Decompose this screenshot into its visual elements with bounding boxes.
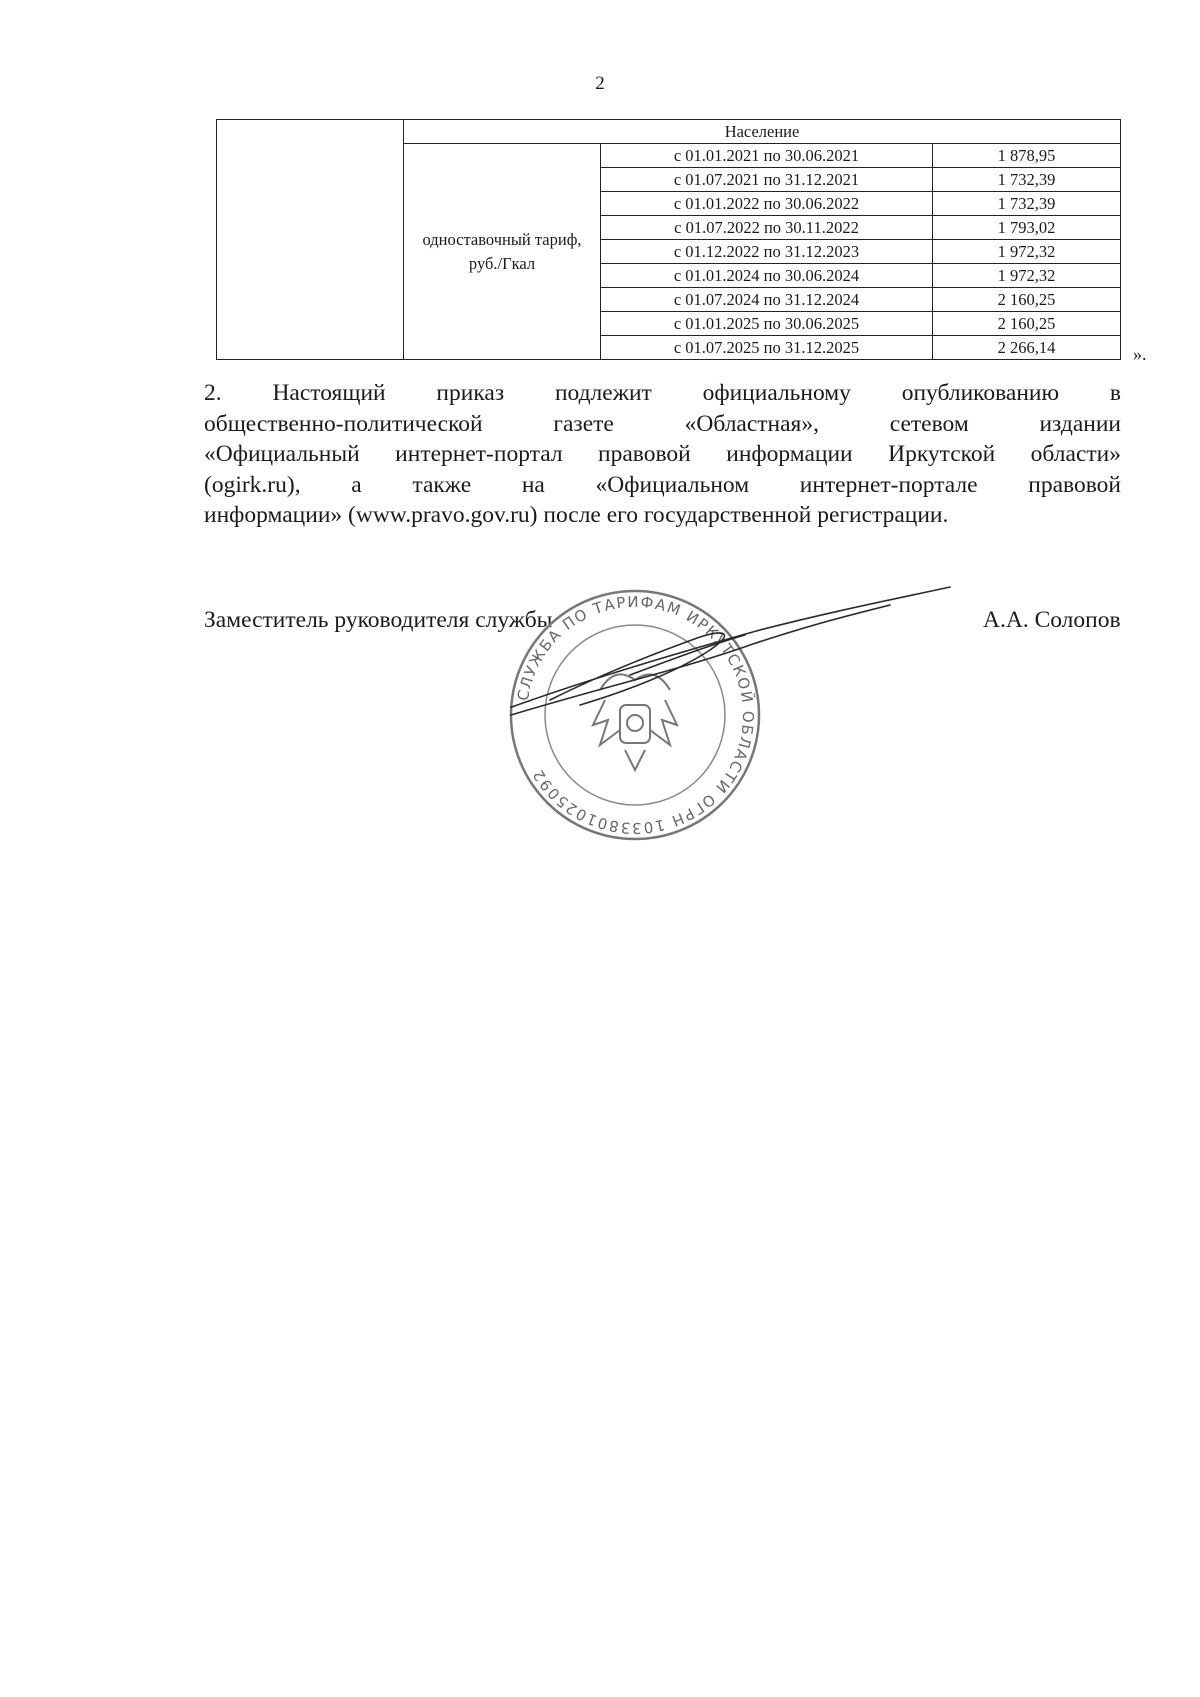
tariff-value-cell: 1 732,39: [933, 192, 1121, 216]
tariff-value-cell: 1 972,32: [933, 240, 1121, 264]
period-cell: с 01.01.2022 по 30.06.2022: [601, 192, 933, 216]
tariff-value-cell: 2 266,14: [933, 336, 1121, 360]
table-header-row: [217, 120, 1121, 144]
empty-first-column-cell: [217, 120, 404, 360]
tariff-value-cell: 2 160,25: [933, 288, 1121, 312]
closing-quote: ».: [1133, 344, 1147, 364]
period-cell: с 01.07.2021 по 31.12.2021: [601, 168, 933, 192]
paragraph-publication: [204, 378, 1121, 531]
period-cell: с 01.01.2025 по 30.06.2025: [601, 312, 933, 336]
paragraph-line: (ogirk.ru), а также на «Официальном интернет-портале правовой: [204, 471, 1121, 498]
paragraph-line: 2. Настоящий приказ подлежит официальному опубликованию в: [204, 380, 1121, 406]
tariff-value-cell: 2 160,25: [933, 312, 1121, 336]
period-cell: с 01.12.2022 по 31.12.2023: [601, 240, 933, 264]
tariff-category-cell: одноставочный тариф, руб./Гкал: [404, 144, 601, 360]
signatory-name: А.А. Солопов: [983, 607, 1121, 633]
paragraph-line: «Официальный интернет-портал правовой информации Иркутской области»: [204, 441, 1121, 467]
period-cell: с 01.01.2021 по 30.06.2021: [601, 144, 933, 168]
svg-text:СЛУЖБА ПО ТАРИФАМ ИРКУТСКОЙ ОБ: СЛУЖБА ПО ТАРИФАМ ИРКУТСКОЙ ОБЛАСТИ ОГРН 1033801025092: [513, 592, 758, 838]
period-cell: с 01.01.2024 по 30.06.2024: [601, 264, 933, 288]
page-number: 2: [595, 73, 605, 94]
tariff-table: [216, 119, 1121, 360]
paragraph-line: общественно-политической газете «Областная», сетевом издании: [204, 410, 1121, 437]
tariff-value-cell: 1 793,02: [933, 216, 1121, 240]
group-header-cell: Население: [404, 120, 1121, 144]
tariff-value-cell: 1 878,95: [933, 144, 1121, 168]
tariff-value-cell: 1 732,39: [933, 168, 1121, 192]
period-cell: с 01.07.2022 по 30.11.2022: [601, 216, 933, 240]
signatory-position: Заместитель руководителя службы: [204, 607, 553, 633]
period-cell: с 01.07.2025 по 31.12.2025: [601, 336, 933, 360]
paragraph-line: информации» (www.pravo.gov.ru) после его государственной регистрации.: [204, 502, 949, 528]
tariff-value-cell: 1 972,32: [933, 264, 1121, 288]
handwritten-signature: [510, 575, 960, 755]
period-cell: с 01.07.2024 по 31.12.2024: [601, 288, 933, 312]
